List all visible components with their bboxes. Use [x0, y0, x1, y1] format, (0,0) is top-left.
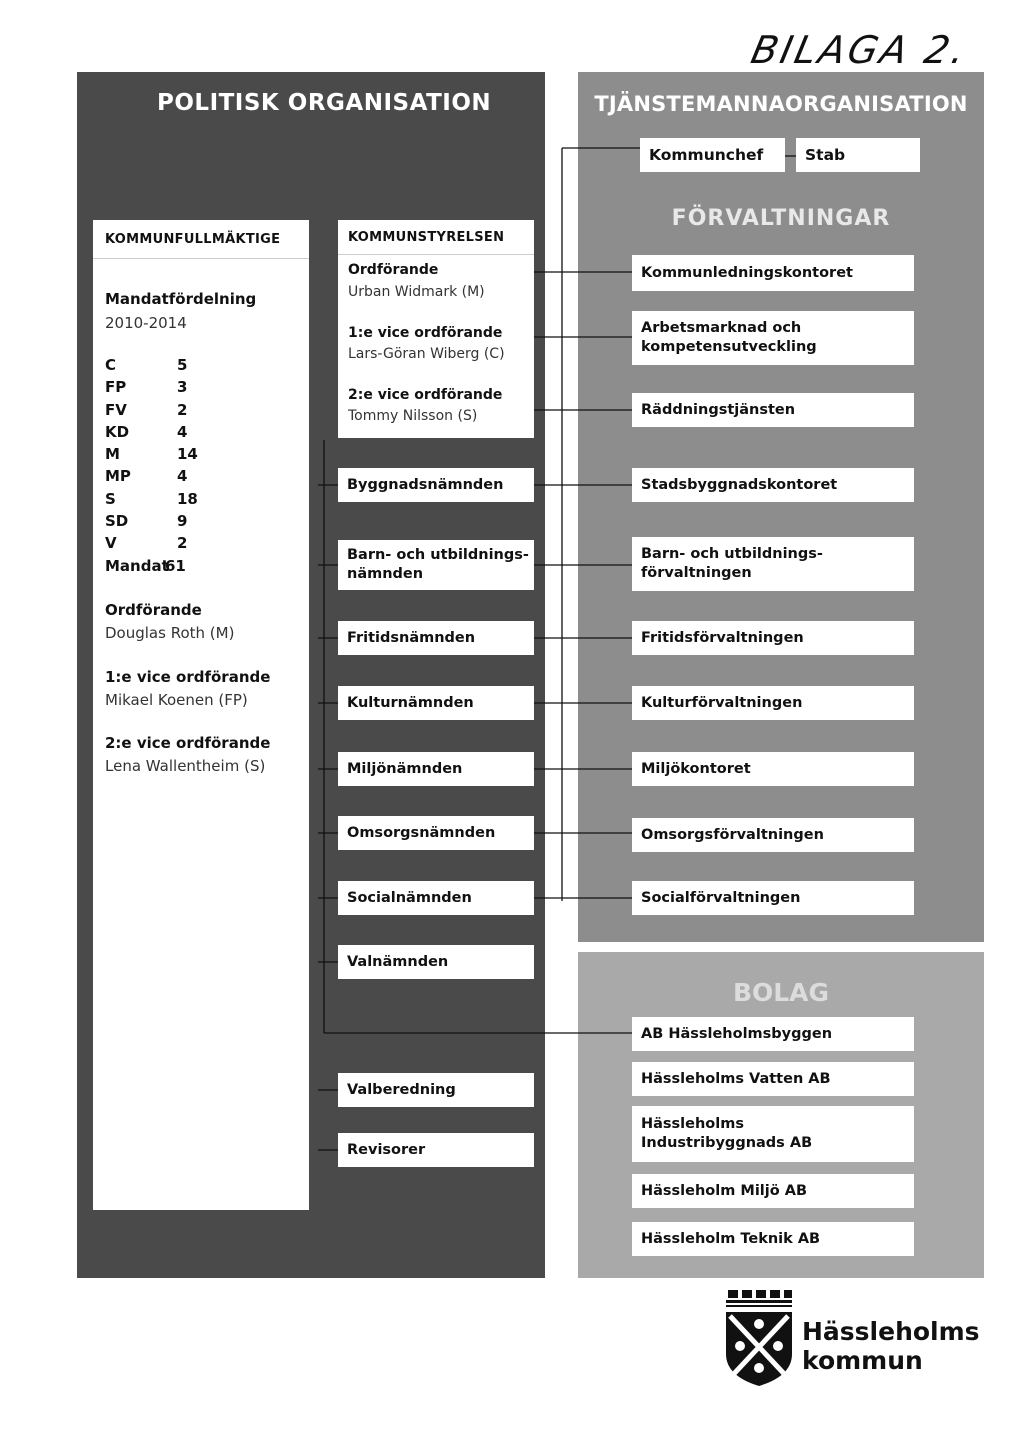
- seat-row: V 2: [105, 534, 188, 553]
- kf-vice2-label: 2:e vice ordförande: [105, 734, 271, 752]
- kommunstyrelsen-header: KOMMUNSTYRELSEN: [348, 230, 505, 245]
- kommunfullmaktige-header: KOMMUNFULLMÄKTIGE: [105, 232, 281, 247]
- seat-row: S 18: [105, 489, 198, 508]
- seat-row: KD 4: [105, 422, 188, 441]
- bolag-industribyggnads: Hässleholms Industribyggnads AB: [632, 1106, 914, 1162]
- namnd-socialnamnden: Socialnämnden: [338, 881, 534, 915]
- logo-line2: kommun: [802, 1345, 923, 1375]
- namnd-kulturnamnden: Kulturnämnden: [338, 686, 534, 720]
- seat-row: SD 9: [105, 512, 188, 531]
- seat-row: FP 3: [105, 378, 188, 397]
- ks-vice1-label: 1:e vice ordförande: [348, 325, 503, 341]
- seat-table: [105, 356, 217, 579]
- namnd-barn-och-utbildning: Barn- och utbildnings- nämnden: [338, 540, 534, 590]
- kommunstyrelsen-box: [338, 220, 534, 438]
- forvaltning-miljokontoret: Miljökontoret: [632, 752, 914, 786]
- forvaltning-kommunledningskontoret: Kommunledningskontoret: [632, 255, 914, 291]
- logo-line1: Hässleholms: [802, 1317, 980, 1346]
- seat-row: C 5: [105, 356, 188, 374]
- bolag-title: BOLAG: [732, 978, 830, 1007]
- coat-of-arms-icon: [722, 1288, 796, 1388]
- namnd-omsorgsnamnden: Omsorgsnämnden: [338, 816, 534, 850]
- logo-wordmark: [802, 1318, 980, 1376]
- annotation-bilaga: BILAGA 2.: [747, 28, 972, 72]
- forvaltning-raddningstjansten: Räddningstjänsten: [632, 393, 914, 427]
- political-organisation-title: POLITISK ORGANISATION: [157, 90, 492, 116]
- kf-ordforande-label: Ordförande: [105, 601, 202, 619]
- seat-row: M 14: [105, 445, 198, 464]
- ks-ordforande-label: Ordförande: [348, 262, 439, 278]
- kf-ordforande-name: Douglas Roth (M): [105, 624, 235, 642]
- kf-vice2-name: Lena Wallentheim (S): [105, 757, 266, 775]
- seat-row: FV 2: [105, 400, 188, 419]
- forvaltningar-title: FÖRVALTNINGAR: [671, 206, 891, 231]
- bolag-miljo: Hässleholm Miljö AB: [632, 1174, 914, 1208]
- namnd-valnamnden: Valnämnden: [338, 945, 534, 979]
- forvaltning-barn-och-utbildning: Barn- och utbildnings- förvaltningen: [632, 537, 914, 591]
- ks-vice1-name: Lars-Göran Wiberg (C): [348, 346, 505, 362]
- bolag-hassleholmsbyggen: AB Hässleholmsbyggen: [632, 1017, 914, 1051]
- stab-box: Stab: [796, 138, 920, 172]
- bolag-vatten: Hässleholms Vatten AB: [632, 1062, 914, 1096]
- kf-vice1-name: Mikael Koenen (FP): [105, 691, 248, 709]
- seat-row: MP 4: [105, 467, 188, 486]
- civil-service-title: TJÄNSTEMANNAORGANISATION: [594, 92, 968, 116]
- divider: [93, 258, 309, 259]
- divider: [338, 254, 534, 255]
- kommunchef-box: Kommunchef: [640, 138, 785, 172]
- forvaltning-stadsbyggnadskontoret: Stadsbyggnadskontoret: [632, 468, 914, 502]
- valberedning-box: Valberedning: [338, 1073, 534, 1107]
- namnd-fritidsnamnden: Fritidsnämnden: [338, 621, 534, 655]
- kommunfullmaktige-box: [93, 220, 309, 1210]
- namnd-byggnadsnamnden: Byggnadsnämnden: [338, 468, 534, 502]
- forvaltning-fritidsforvaltningen: Fritidsförvaltningen: [632, 621, 914, 655]
- forvaltning-omsorgsforvaltningen: Omsorgsförvaltningen: [632, 818, 914, 852]
- ks-vice2-name: Tommy Nilsson (S): [348, 408, 478, 424]
- forvaltning-arbetsmarknad: Arbetsmarknad och kompetensutveckling: [632, 311, 914, 365]
- ks-vice2-label: 2:e vice ordförande: [348, 387, 503, 403]
- namnd-miljonamnden: Miljönämnden: [338, 752, 534, 786]
- revisorer-box: Revisorer: [338, 1133, 534, 1167]
- seat-row-total: Mandat 61: [105, 556, 186, 575]
- forvaltning-socialforvaltningen: Socialförvaltningen: [632, 881, 914, 915]
- mandat-label: Mandatfördelning: [105, 290, 257, 308]
- forvaltning-kulturforvaltningen: Kulturförvaltningen: [632, 686, 914, 720]
- mandat-period: 2010-2014: [105, 314, 187, 332]
- kf-vice1-label: 1:e vice ordförande: [105, 668, 271, 686]
- bolag-teknik: Hässleholm Teknik AB: [632, 1222, 914, 1256]
- ks-ordforande-name: Urban Widmark (M): [348, 284, 485, 300]
